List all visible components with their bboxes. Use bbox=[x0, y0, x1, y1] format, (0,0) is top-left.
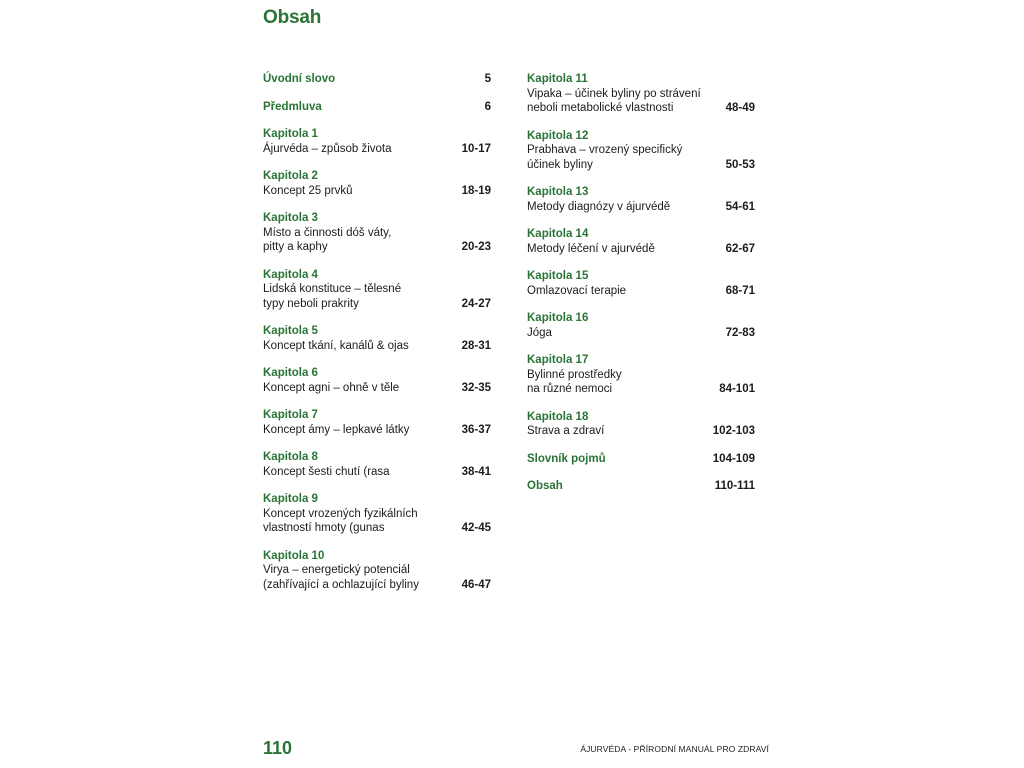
toc-entry-title-line: Ájurvéda – způsob života bbox=[263, 142, 392, 155]
toc-entry-pages: 5 bbox=[484, 73, 491, 85]
toc-entry-title-line: Místo a činnosti dóš váty, bbox=[263, 226, 392, 239]
toc-entry-title-line: na různé nemoci bbox=[527, 383, 613, 395]
toc-entry bbox=[527, 479, 755, 494]
toc-entry-title-line: vlastností hmoty (gunas bbox=[263, 522, 385, 534]
toc-entry-pages: 10-17 bbox=[461, 142, 491, 155]
toc-entry-title-line: Lidská konstituce – tělesné bbox=[263, 283, 402, 295]
page-number: 110 bbox=[263, 738, 293, 758]
toc-entry bbox=[263, 268, 491, 312]
toc-entry-pages: 104-109 bbox=[712, 452, 755, 465]
toc-entry-pages: 48-49 bbox=[725, 102, 755, 114]
toc-entry-heading: Kapitola 15 bbox=[527, 270, 589, 282]
toc-entry bbox=[527, 227, 755, 256]
toc-entry bbox=[263, 450, 491, 479]
toc-entry-title-line: Jóga bbox=[527, 326, 552, 339]
toc-entry-title-line: Koncept tkání, kanálů & ojas bbox=[263, 339, 409, 352]
toc-entry bbox=[527, 353, 755, 397]
toc-entry-heading: Kapitola 13 bbox=[527, 186, 589, 198]
toc-entry-pages: 20-23 bbox=[461, 241, 491, 253]
toc-entry bbox=[527, 311, 755, 340]
toc-entry-pages: 46-47 bbox=[461, 578, 491, 591]
toc-entry-heading: Kapitola 17 bbox=[527, 354, 589, 366]
toc-entry-title-line: účinek byliny bbox=[527, 158, 593, 171]
toc-entry-pages: 38-41 bbox=[461, 465, 491, 478]
toc-entry bbox=[263, 72, 491, 87]
toc-entry-heading: Kapitola 6 bbox=[263, 367, 318, 379]
toc-entry-heading: Obsah bbox=[527, 480, 563, 492]
toc-entry-title-line: Koncept 25 prvků bbox=[263, 184, 353, 197]
toc-entry bbox=[527, 269, 755, 298]
toc-entry bbox=[263, 492, 491, 536]
toc-entry-heading: Kapitola 14 bbox=[527, 228, 589, 240]
toc-entry-heading: Kapitola 12 bbox=[527, 129, 589, 142]
toc-entry-heading: Slovník pojmů bbox=[527, 452, 606, 465]
toc-entry-title-line: Vipaka – účinek byliny po strávení bbox=[527, 87, 701, 100]
toc-entry bbox=[263, 211, 491, 255]
toc-entry-pages: 62-67 bbox=[725, 242, 755, 255]
toc-entry-pages: 24-27 bbox=[461, 297, 491, 310]
toc-entry-title-line: Virya – energetický potenciál bbox=[263, 564, 410, 576]
toc-entry-pages: 110-111 bbox=[714, 480, 755, 492]
toc-entry-title-line: (zahřívající a ochlazující byliny bbox=[263, 578, 419, 591]
toc-entry-pages: 84-101 bbox=[719, 383, 755, 395]
toc-entry-pages: 32-35 bbox=[461, 381, 491, 394]
toc-entry bbox=[527, 185, 755, 214]
toc-entry-heading: Kapitola 9 bbox=[263, 493, 318, 505]
page-title: Obsah bbox=[263, 7, 322, 28]
toc-entry bbox=[263, 324, 491, 353]
toc-entry-pages: 36-37 bbox=[461, 423, 491, 436]
toc-entry-pages: 42-45 bbox=[461, 522, 491, 534]
toc-left-column bbox=[263, 72, 491, 605]
toc-entry-title-line: Metody léčení v ajurvédě bbox=[527, 242, 655, 255]
toc-entry-title-line: Strava a zdraví bbox=[527, 425, 605, 437]
toc-entry-title-line: Koncept šesti chutí (rasa bbox=[263, 465, 390, 478]
toc-entry-heading: Kapitola 4 bbox=[263, 268, 318, 281]
toc-entry-title-line: pitty a kaphy bbox=[263, 241, 328, 253]
toc-right-column bbox=[527, 72, 755, 507]
toc-entry bbox=[527, 72, 755, 116]
toc-entry-title-line: Metody diagnózy v ájurvédě bbox=[527, 200, 671, 213]
toc-entry-heading: Kapitola 3 bbox=[263, 212, 318, 224]
toc-entry bbox=[527, 410, 755, 439]
toc-entry-title-line: Koncept agni – ohně v těle bbox=[263, 381, 400, 394]
toc-entry-heading: Kapitola 5 bbox=[263, 325, 318, 337]
toc-entry-heading: Kapitola 7 bbox=[263, 409, 318, 421]
toc-entry bbox=[527, 452, 755, 467]
toc-entry-heading: Kapitola 2 bbox=[263, 170, 318, 182]
toc-entry-pages: 102-103 bbox=[712, 425, 755, 437]
toc-entry bbox=[263, 100, 491, 115]
toc-entry bbox=[263, 408, 491, 437]
toc-entry-title-line: neboli metabolické vlastnosti bbox=[527, 102, 674, 114]
toc-entry-pages: 28-31 bbox=[461, 339, 491, 352]
toc-entry-title-line: typy neboli prakrity bbox=[263, 297, 359, 310]
toc-entry-heading: Kapitola 18 bbox=[527, 410, 589, 423]
toc-entry-title-line: Koncept ámy – lepkavé látky bbox=[263, 423, 410, 436]
toc-entry-pages: 50-53 bbox=[725, 158, 755, 171]
toc-entry-title-line: Prabhava – vrozený specifický bbox=[527, 144, 683, 156]
toc-entry bbox=[263, 549, 491, 593]
toc-entry-title-line: Omlazovací terapie bbox=[527, 284, 627, 297]
toc-entry-heading: Předmluva bbox=[263, 100, 322, 113]
toc-entry-heading: Kapitola 10 bbox=[263, 549, 325, 562]
toc-entry-heading: Kapitola 11 bbox=[527, 73, 588, 85]
toc-entry-heading: Kapitola 8 bbox=[263, 451, 318, 463]
toc-entry-heading: Kapitola 16 bbox=[527, 312, 589, 324]
toc-entry bbox=[263, 127, 491, 156]
toc-entry-pages: 72-83 bbox=[725, 326, 755, 339]
toc-entry-pages: 6 bbox=[484, 100, 491, 113]
toc-entry-pages: 18-19 bbox=[461, 184, 491, 197]
toc-entry-title-line: Bylinné prostředky bbox=[527, 368, 622, 381]
toc-entry-pages: 68-71 bbox=[725, 284, 755, 297]
toc-entry bbox=[263, 366, 491, 395]
toc-entry bbox=[527, 129, 755, 173]
toc-entry-heading: Kapitola 1 bbox=[263, 128, 318, 140]
toc-entry-title-line: Koncept vrozených fyzikálních bbox=[263, 507, 418, 520]
toc-entry bbox=[263, 169, 491, 198]
toc-entry-pages: 54-61 bbox=[725, 200, 755, 213]
toc-entry-heading: Úvodní slovo bbox=[263, 73, 336, 85]
running-title: ÁJURVÉDA - PŘÍRODNÍ MANUÁL PRO ZDRAVÍ bbox=[580, 744, 769, 754]
